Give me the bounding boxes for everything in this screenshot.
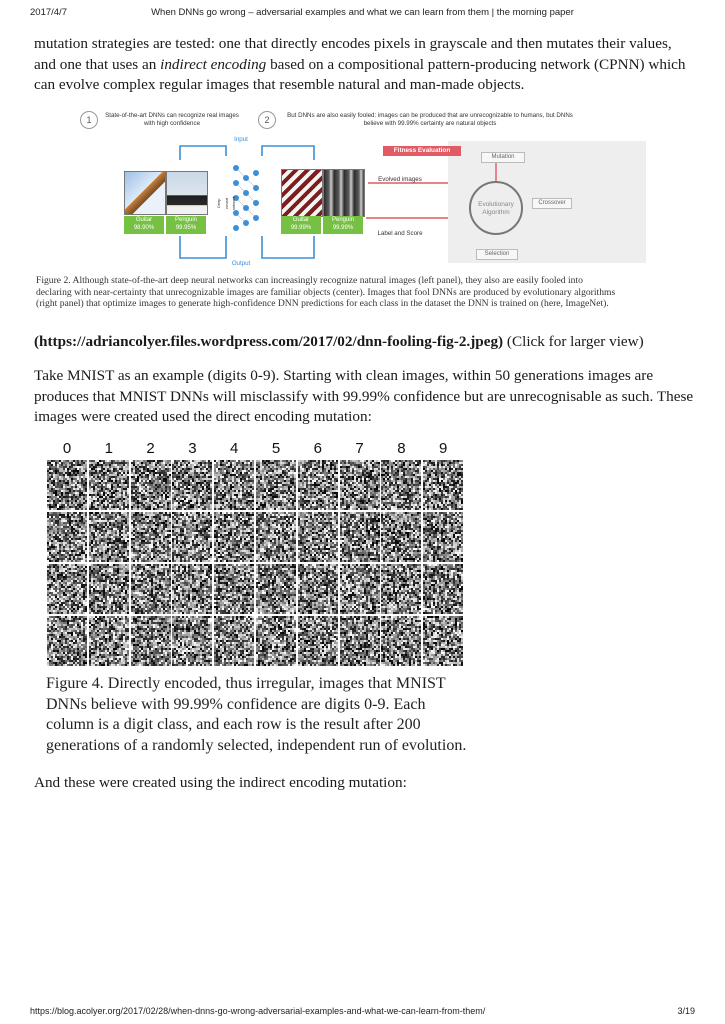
right-label-penguin-score: 99.99% [332, 225, 354, 231]
intro-text-2: based on a compositional pattern-producing network (CPNN) which can evolve complex regular images that resemble natural and man-made objects. [34, 55, 686, 93]
left-label-guitar-score: 98.90% [133, 225, 155, 231]
footer-url: https://blog.acolyer.org/2017/02/28/when-dnns-go-wrong-adversarial-examples-and-what-we-can-learn-from-them/ [30, 1006, 486, 1016]
noise-tile [423, 512, 463, 562]
figure-2-link[interactable]: (https://adriancolyer.files.wordpress.com/2017/02/dnn-fooling-fig-2.jpeg) [34, 333, 504, 350]
noise-tile [381, 564, 421, 614]
right-label-guitar [281, 216, 321, 234]
label-score-label: Label and Score [377, 230, 423, 237]
noise-tile [298, 512, 338, 562]
input-arrow-left [180, 146, 226, 160]
input-label: Input [234, 136, 248, 143]
noise-tile [423, 460, 463, 510]
noise-tile [256, 512, 296, 562]
digit-label-3: 3 [188, 440, 197, 457]
figure-2-caption [36, 275, 616, 310]
evolved-images-label: Evolved images [378, 176, 422, 183]
right-label-guitar-name: Guitar [292, 217, 310, 223]
noise-tile [172, 616, 212, 666]
output-arrow-right [262, 236, 314, 258]
figure-2-caption-text: Although state-of-the-art deep neural networks can increasingly recognize natural images (left panel), they also are easily fooled into declaring with near-certainty that unrecognizable images are familiar objects (center). Images that fool DNNs are produced by evolutionary algorithms (right panel) that optimize images to generate high-confidence DNN predictions for each class in the dataset the DNN is trained on (here, ImageNet). [36, 275, 616, 309]
noise-tile [256, 564, 296, 614]
noise-tile [340, 564, 380, 614]
right-label-penguin [323, 216, 363, 234]
noise-tile [89, 512, 129, 562]
noise-tile [131, 460, 171, 510]
left-label-penguin-score: 99.95% [175, 225, 197, 231]
noise-tile [172, 460, 212, 510]
print-title: When DNNs go wrong – adversarial examples and what we can learn from them | the morning paper [151, 7, 574, 18]
output-label: Output [231, 260, 251, 267]
fitness-evaluation: Fitness Evaluation [383, 146, 461, 156]
noise-tile [172, 512, 212, 562]
noise-tile [423, 616, 463, 666]
penguin-image [166, 171, 208, 215]
digit-label-8: 8 [397, 440, 406, 457]
left-label-guitar-name: Guitar [135, 217, 153, 223]
left-label-guitar [124, 216, 164, 234]
noise-tile [256, 616, 296, 666]
network-label: Deep neural network [215, 196, 236, 211]
noise-tile [131, 512, 171, 562]
right-label-guitar-score: 99.99% [290, 225, 312, 231]
mnist-paragraph: Take MNIST as an example (digits 0-9). Starting with clean images, within 50 generations images are produces that MNIST DNNs will misclassify with 99.99% confidence but are unrecognisable as such. These images were created used the direct encoding mutation: [34, 367, 694, 425]
intro-paragraph [34, 34, 694, 96]
noise-tile [89, 564, 129, 614]
digit-label-9: 9 [439, 440, 448, 457]
noise-tile [423, 564, 463, 614]
digit-label-4: 4 [230, 440, 239, 457]
left-label-penguin-name: Penguin [174, 217, 198, 223]
digit-label-0: 0 [62, 440, 72, 457]
digit-label-1: 1 [104, 440, 113, 457]
figure-2[interactable] [76, 108, 573, 272]
noise-tile [89, 616, 129, 666]
figure-4 [46, 440, 464, 668]
print-date: 2017/4/7 [30, 7, 67, 18]
figure-link-note: (Click for larger view) [503, 333, 644, 350]
digit-label-2: 2 [146, 440, 155, 457]
closing-paragraph: And these were created using the indirect encoding mutation: [34, 774, 407, 791]
panel-2-text: But DNNs are also easily fooled: images can be produced that are unrecognizable to humans, but DNNs believe with 99.99% certainty are natural objects [287, 112, 573, 127]
figure-link-line [34, 332, 694, 353]
digit-label-5: 5 [271, 440, 281, 457]
figure-4-caption: Figure 4. Directly encoded, thus irregular, images that MNIST DNNs believe with 99.99% confidence are digits 0-9. Each column is a digit class, and each row is the result after 200 generations of a randomly selected, independent run of evolution. [46, 675, 467, 754]
noise-tile [172, 564, 212, 614]
intro-emphasis: indirect encoding [160, 55, 267, 73]
noise-tile [214, 564, 254, 614]
noise-tile [131, 616, 171, 666]
noise-tile [47, 460, 87, 510]
panel-2-number: 2 [258, 111, 276, 129]
digit-label-6: 6 [313, 440, 322, 457]
panel-1-text: State-of-the-art DNNs can recognize real images with high confidence [105, 112, 239, 127]
noise-tile [340, 460, 380, 510]
selection-pill: Selection [476, 249, 518, 260]
output-arrow-left [180, 236, 226, 258]
intro-text-1: mutation strategies are tested: one that directly encodes pixels in grayscale and then mutates their values, and one that uses an [34, 35, 672, 73]
input-arrow-right [262, 146, 314, 160]
left-label-penguin [166, 216, 206, 234]
noise-tile [47, 616, 87, 666]
noise-tile [298, 616, 338, 666]
noise-tile [340, 512, 380, 562]
noise-image-grid [46, 460, 464, 668]
noise-tile [256, 460, 296, 510]
noise-tile [214, 512, 254, 562]
noise-tile [298, 564, 338, 614]
fooling-penguin-image [323, 169, 365, 217]
noise-tile [214, 616, 254, 666]
noise-tile [47, 512, 87, 562]
page-number: 3/19 [677, 1006, 695, 1016]
print-footer [30, 1006, 695, 1016]
noise-tile [381, 460, 421, 510]
digit-label-7: 7 [355, 440, 364, 457]
figure-2-caption-label: Figure 2. [36, 275, 71, 286]
noise-tile [381, 512, 421, 562]
fooling-guitar-image [281, 169, 323, 217]
right-label-penguin-name: Penguin [331, 217, 355, 223]
digit-header-row [46, 440, 464, 460]
noise-tile [298, 460, 338, 510]
noise-tile [89, 460, 129, 510]
crossover-pill: Crossover [532, 198, 572, 209]
noise-tile [214, 460, 254, 510]
guitar-image [124, 171, 166, 215]
mutation-pill: Mutation [481, 152, 525, 163]
noise-tile [340, 616, 380, 666]
noise-tile [47, 564, 87, 614]
noise-tile [381, 616, 421, 666]
evolutionary-algorithm-label: Evolutionary Algorithm [478, 201, 514, 216]
noise-tile [131, 564, 171, 614]
panel-1-number: 1 [80, 111, 98, 129]
